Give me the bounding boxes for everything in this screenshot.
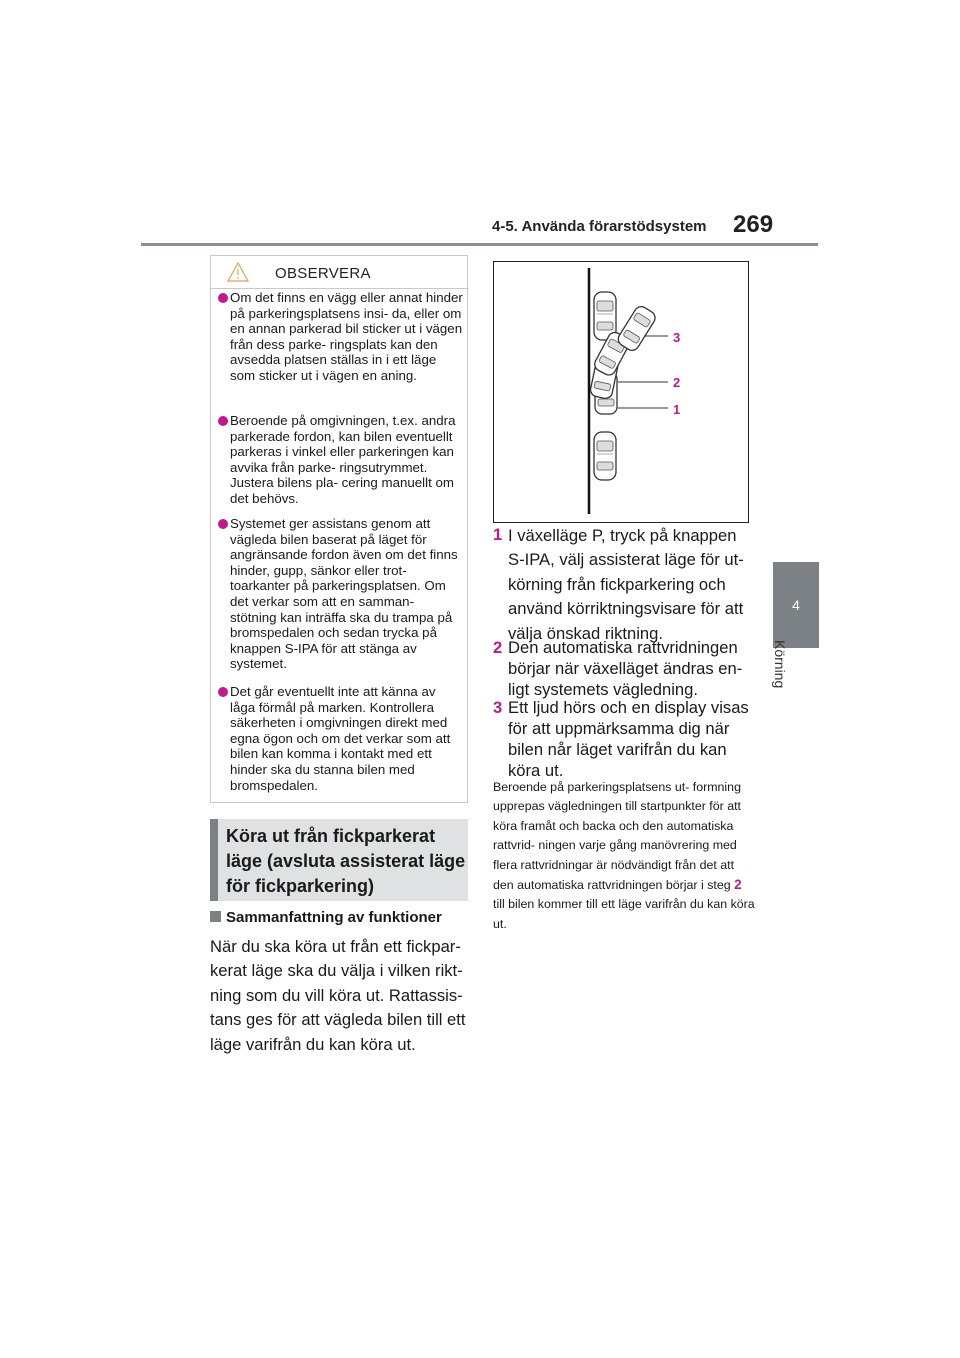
caution-bullet — [218, 290, 463, 384]
callout-2: 2 — [673, 375, 681, 390]
note-text-after: till bilen kommer till ett läge varifrån du kan köra ut. — [493, 897, 755, 931]
note-text-before: Beroende på parkeringsplatsens ut- formning upprepas vägledningen till startpunkter för att köra framåt och backa och den automatiska rattvrid- ningen varje gång manövrering med flera rattvridningar är nödvändigt från det att den automatiska rattvridningen börjar i steg — [493, 780, 741, 893]
bullet-dot — [218, 519, 228, 529]
own-car-position-4 — [616, 304, 658, 353]
step-number: 2 — [493, 638, 503, 657]
step-2 — [493, 637, 755, 700]
header-rule — [141, 243, 818, 246]
caution-header — [211, 256, 469, 289]
page-number: 269 — [733, 211, 774, 238]
caution-bullet-text: Om det finns en vägg eller annat hinder på parkeringsplatsens insi- da, eller om en annan parkerad bil sticker ut i vägen från dess parke- ringsplats kan den avsedda platsen ställas in i ett läge som sticker ut i vägen en aning. — [230, 290, 463, 383]
caution-bullet — [218, 684, 463, 793]
bullet-dot — [218, 687, 228, 697]
step-text: Den automatiska rattvridningen börjar när växelläget ändras en- ligt systemets vägledning. — [508, 638, 743, 699]
caution-bullet — [218, 413, 463, 507]
chapter-tab — [773, 562, 819, 648]
note-paragraph — [493, 778, 755, 934]
caution-bullet-text: Beroende på omgivningen, t.ex. andra parkerade fordon, kan bilen eventuellt parkeras i vinkel eller parkeringen kan avvika från parke- ringsutrymmet. Justera bilens pla- cering manuellt om det behövs. — [230, 413, 456, 506]
chapter-label — [772, 640, 806, 700]
step-1 — [493, 524, 755, 646]
warning-triangle-icon — [227, 262, 249, 282]
caution-bullet-text: Det går eventuellt inte att känna av låga förmål på marken. Kontrollera säkerheten i omgivningen direkt med egna ögon och om det verkar som att bilen kan komma i kontakt med ett hinder ska du stanna bilen med bromspedalen. — [230, 684, 451, 793]
summary-heading-text: Sammanfattning av funktioner — [226, 909, 442, 926]
step-number: 3 — [493, 698, 503, 717]
parking-exit-figure — [493, 261, 749, 523]
running-header: 4-5. Använda förarstödsystem — [492, 218, 707, 235]
square-bullet-icon — [210, 911, 221, 922]
summary-body: När du ska köra ut från ett fickpar- kerat läge ska du välja i vilken rikt- ning som du vill köra ut. Rattassis- tans ges för att vägleda bilen till ett läge varifrån du kan köra ut. — [210, 937, 466, 1054]
step-text: I växelläge P, tryck på knappen S-IPA, välj assisterat läge för ut- körning från fickparkering och använd körriktningsvisare för att välja önskad riktning. — [508, 526, 744, 643]
callout-3: 3 — [673, 330, 681, 345]
parking-exit-illustration — [494, 262, 748, 522]
section-heading — [210, 819, 468, 901]
note-step-ref: 2 — [734, 877, 742, 893]
bullet-dot — [218, 416, 228, 426]
step-text: Ett ljud hörs och en display visas för att uppmärksamma dig när bilen når läget varifrån du kan köra ut. — [508, 698, 749, 780]
summary-heading — [210, 909, 442, 926]
callout-1: 1 — [673, 402, 681, 417]
caution-bullet-text: Systemet ger assistans genom att vägleda bilen baserat på läget för angränsande fordon även om det finns hinder, gupp, sänkor eller trot- toarkanter på parkeringsplatsen. Om det verkar som att en samman- stötning kan inträffa ska du trampa på bromspedalen och sedan trycka på knappen S-IPA för att stänga av systemet. — [230, 516, 458, 672]
parked-car-rear — [594, 432, 616, 480]
step-3 — [493, 697, 755, 781]
bullet-dot — [218, 293, 228, 303]
step-number: 1 — [493, 525, 503, 544]
caution-title: OBSERVERA — [275, 265, 371, 282]
chapter-label-text: Körning — [772, 640, 788, 689]
chapter-number: 4 — [792, 597, 800, 613]
caution-box — [210, 255, 468, 803]
section-heading-text: Köra ut från fickparkerat läge (avsluta assisterat läge för fickparkering) — [226, 826, 466, 896]
caution-bullet — [218, 516, 463, 672]
